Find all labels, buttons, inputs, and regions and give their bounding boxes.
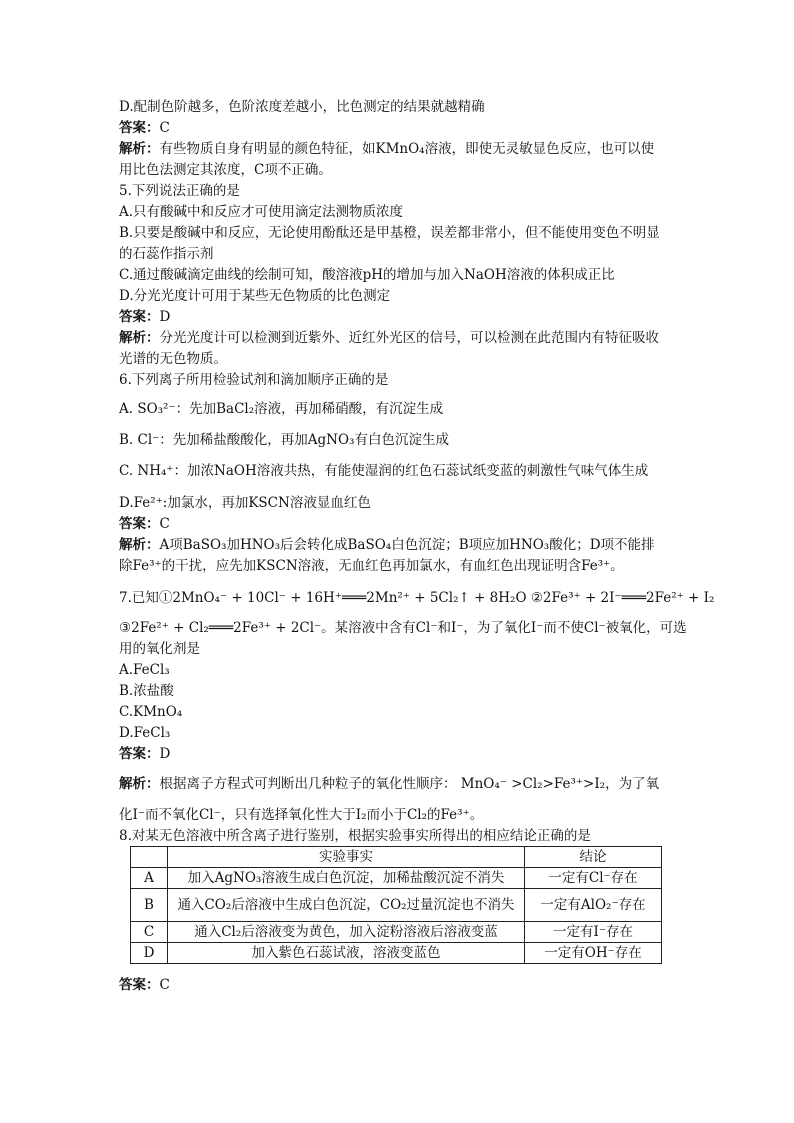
q7-option-d: D.FeCl₃ <box>119 725 171 741</box>
explanation-text: 有些物质自身有明显的颜色特征，如KMnO₄溶液，即使无灵敏显色反应，也可以使 <box>159 141 655 157</box>
q6-option-b: B. Cl⁻：先加稀盐酸酸化，再加AgNO₃有白色沉淀生成 <box>119 432 449 448</box>
table-header-fact: 实验事实 <box>168 847 525 868</box>
row-fact: 加入紫色石蕊试液，溶液变蓝色 <box>168 943 525 964</box>
answer-label: 答案： <box>119 746 160 762</box>
explanation-label: 解析： <box>119 776 160 792</box>
explanation-text: A项BaSO₃加HNO₃后会转化成BaSO₄白色沉淀；B项应加HNO₃酸化；D项不能排 <box>159 537 655 553</box>
table-row <box>131 943 662 964</box>
table-header-conclusion: 结论 <box>525 847 662 868</box>
answer-value: C <box>159 120 170 136</box>
explanation-label: 解析： <box>119 537 160 553</box>
table-row <box>131 868 662 889</box>
q8-stem: 8.对某无色溶液中所含离子进行鉴别，根据实验事实所得出的相应结论正确的是 <box>119 828 591 844</box>
q4-explanation-2: 用比色法测定其浓度，C项不正确。 <box>119 162 332 178</box>
q6-option-a: A. SO₃²⁻：先加BaCl₂溶液，再加稀硝酸，有沉淀生成 <box>119 401 444 417</box>
experiment-table <box>130 846 662 964</box>
q4-option-d: D.配制色阶越多，色阶浓度差越小，比色测定的结果就越精确 <box>119 99 485 115</box>
table-row <box>131 889 662 922</box>
answer-label: 答案： <box>119 516 160 532</box>
answer-label: 答案： <box>119 120 160 136</box>
q6-answer <box>119 514 170 534</box>
q8-answer <box>119 975 170 995</box>
q5-answer <box>119 307 170 327</box>
answer-label: 答案： <box>119 309 160 325</box>
answer-value: C <box>159 516 170 532</box>
q7-option-c: C.KMnO₄ <box>119 704 183 720</box>
row-fact: 加入AgNO₃溶液生成白色沉淀，加稀盐酸沉淀不消失 <box>168 868 525 889</box>
answer-value: D <box>159 309 171 325</box>
row-label: B <box>131 889 168 922</box>
explanation-text: 根据离子方程式可判断出几种粒子的氧化性顺序： MnO₄⁻ >Cl₂>Fe³⁺>I₂，为了氧 <box>159 776 660 792</box>
q5-option-b-2: 的石蕊作指示剂 <box>119 246 214 262</box>
q6-stem: 6.下列离子所用检验试剂和滴加顺序正确的是 <box>119 372 389 388</box>
table-header-label <box>131 847 168 868</box>
q4-answer <box>119 118 170 138</box>
q5-option-a: A.只有酸碱中和反应才可使用滴定法测物质浓度 <box>119 204 404 220</box>
row-conclusion: 一定有Cl⁻存在 <box>525 868 662 889</box>
q6-explanation-1 <box>119 535 655 555</box>
explanation-label: 解析： <box>119 141 160 157</box>
table-row <box>131 922 662 943</box>
q5-option-b-1: B.只要是酸碱中和反应，无论使用酚酞还是甲基橙，误差都非常小，但不能使用变色不明显 <box>119 225 660 241</box>
table-header-row <box>131 847 662 868</box>
row-label: C <box>131 922 168 943</box>
answer-value: C <box>159 977 170 993</box>
q7-stem-2: ③2Fe²⁺ + Cl₂═══2Fe³⁺ + 2Cl⁻。某溶液中含有Cl⁻和I⁻，为了氧化I⁻而不使Cl⁻被氧化，可选 <box>119 620 687 636</box>
q7-answer <box>119 744 170 764</box>
row-conclusion: 一定有OH⁻存在 <box>525 943 662 964</box>
q7-option-a: A.FeCl₃ <box>119 662 170 678</box>
q7-explanation-2: 化I⁻而不氧化Cl⁻，只有选择氧化性大于I₂而小于Cl₂的Fe³⁺。 <box>119 807 484 823</box>
q7-stem-1: 7.已知①2MnO₄⁻ + 10Cl⁻ + 16H⁺═══2Mn²⁺ + 5Cl₂↑ + 8H₂O ②2Fe³⁺ + 2I⁻═══2Fe²⁺ + I₂ <box>119 590 715 606</box>
answer-label: 答案： <box>119 977 160 993</box>
q5-stem: 5.下列说法正确的是 <box>119 183 240 199</box>
q5-option-d: D.分光光度计可用于某些无色物质的比色测定 <box>119 288 391 304</box>
q7-stem-3: 用的氧化剂是 <box>119 641 200 657</box>
row-conclusion: 一定有I⁻存在 <box>525 922 662 943</box>
explanation-text: 分光光度计可以检测到近紫外、近红外光区的信号，可以检测在此范围内有特征吸收 <box>159 330 659 346</box>
row-fact: 通入Cl₂后溶液变为黄色，加入淀粉溶液后溶液变蓝 <box>168 922 525 943</box>
q4-explanation-1 <box>119 139 654 159</box>
q6-option-c: C. NH₄⁺：加浓NaOH溶液共热，有能使湿润的红色石蕊试纸变蓝的刺激性气味气体生成 <box>119 463 649 479</box>
q5-explanation-1 <box>119 328 659 348</box>
q6-explanation-2: 除Fe³⁺的干扰，应先加KSCN溶液，无血红色再加氯水，有血红色出现证明含Fe³⁺。 <box>119 558 624 574</box>
row-label: D <box>131 943 168 964</box>
row-label: A <box>131 868 168 889</box>
answer-value: D <box>159 746 171 762</box>
q6-option-d: D.Fe²⁺:加氯水，再加KSCN溶液显血红色 <box>119 495 371 511</box>
q7-option-b: B.浓盐酸 <box>119 683 174 699</box>
row-fact: 通入CO₂后溶液中生成白色沉淀，CO₂过量沉淀也不消失 <box>168 889 525 922</box>
q7-explanation-1 <box>119 774 659 794</box>
q5-option-c: C.通过酸碱滴定曲线的绘制可知，酸溶液pH的增加与加入NaOH溶液的体积成正比 <box>119 267 615 283</box>
q5-explanation-2: 光谱的无色物质。 <box>119 351 227 367</box>
row-conclusion: 一定有AlO₂⁻存在 <box>525 889 662 922</box>
explanation-label: 解析： <box>119 330 160 346</box>
